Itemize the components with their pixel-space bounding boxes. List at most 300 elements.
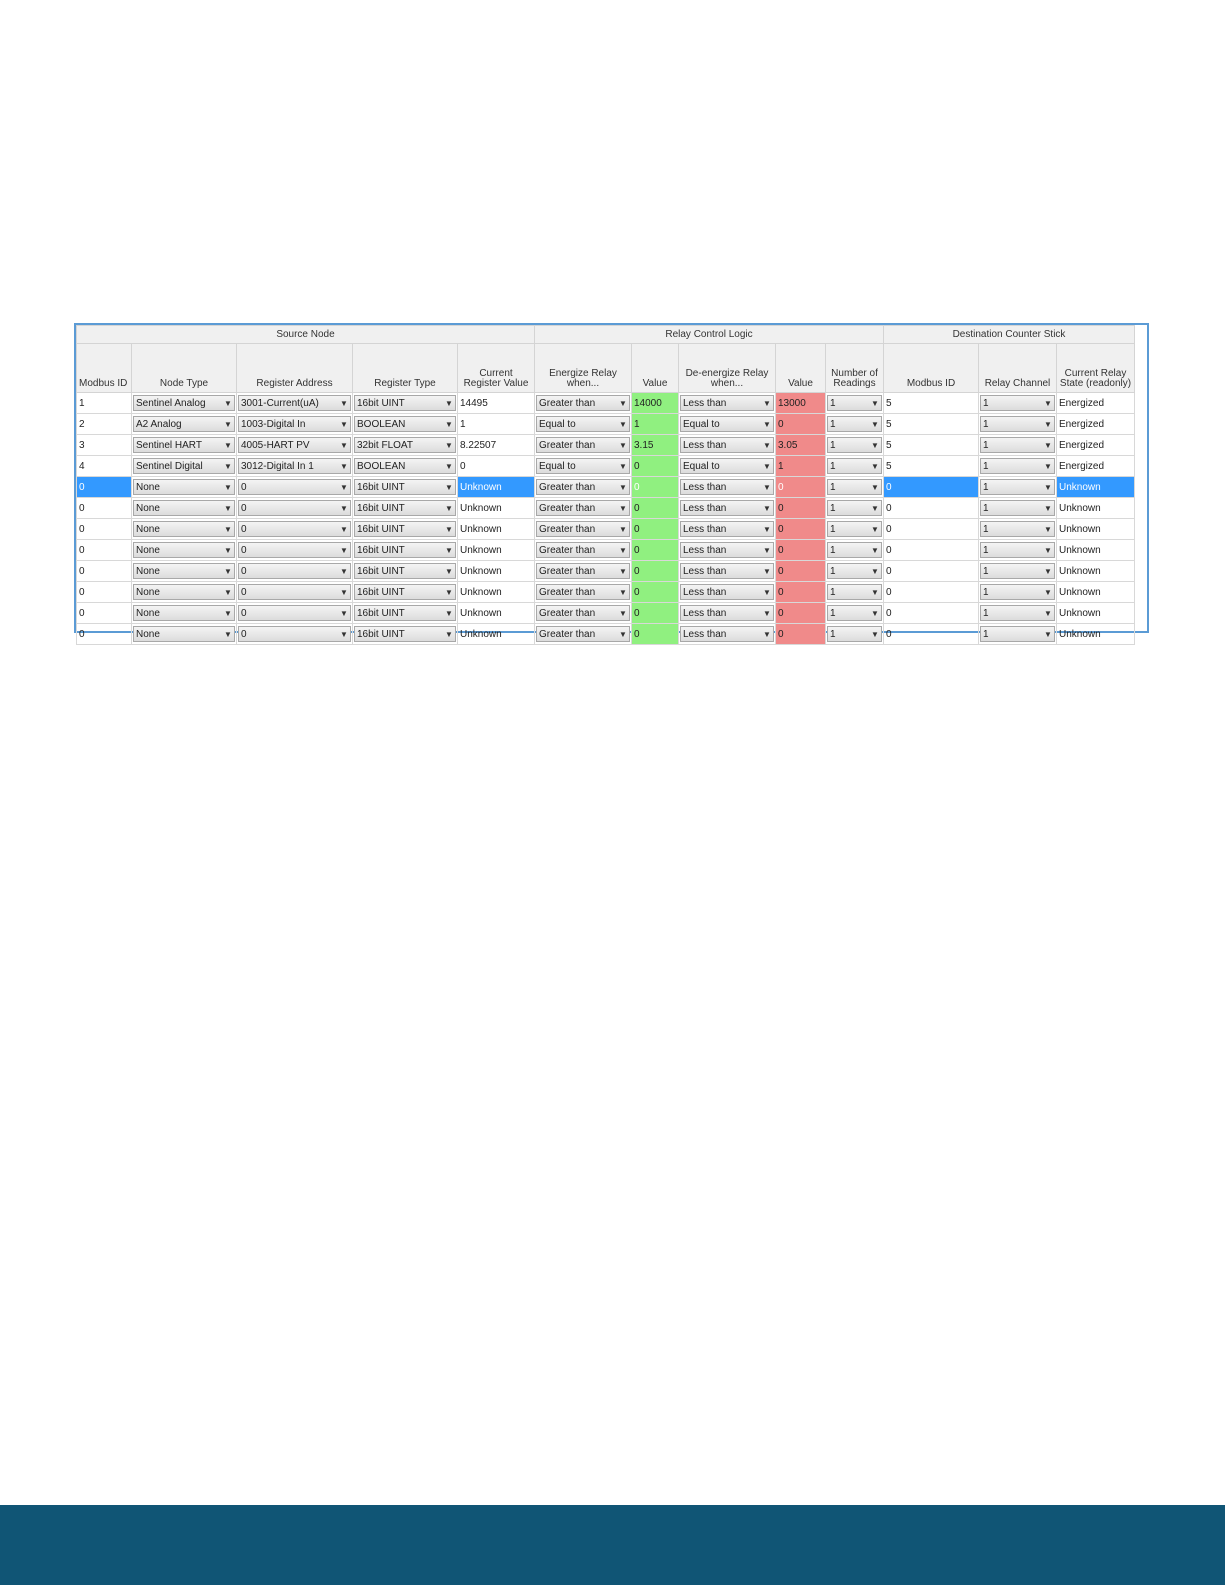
combo-node-type[interactable] xyxy=(133,626,235,642)
combo-relay-channel[interactable] xyxy=(980,500,1055,516)
combo-number-of-readings-cell[interactable] xyxy=(826,477,884,498)
combo-number-of-readings[interactable] xyxy=(827,521,882,537)
column-header-node-type[interactable]: Node Type xyxy=(132,344,237,393)
cell-modbus-id[interactable]: 0 xyxy=(77,477,132,498)
cell-dest-modbus-id[interactable]: 0 xyxy=(884,603,979,624)
cell-current-register-value[interactable]: Unknown xyxy=(458,477,535,498)
combo-relay-channel-cell[interactable] xyxy=(979,393,1057,414)
combo-node-type[interactable] xyxy=(133,563,235,579)
dropdown-arrow-icon[interactable]: ▼ xyxy=(224,503,232,513)
combo-deenergize-relay-when[interactable] xyxy=(680,500,774,516)
cell-modbus-id[interactable]: 0 xyxy=(77,561,132,582)
cell-modbus-id[interactable]: 0 xyxy=(77,540,132,561)
combo-deenergize-relay-when-cell[interactable] xyxy=(679,519,776,540)
dropdown-arrow-icon[interactable]: ▼ xyxy=(340,398,348,408)
combo-deenergize-relay-when-cell[interactable] xyxy=(679,540,776,561)
combo-number-of-readings[interactable] xyxy=(827,542,882,558)
combo-relay-channel[interactable] xyxy=(980,479,1055,495)
dropdown-arrow-icon[interactable]: ▼ xyxy=(445,503,453,513)
combo-register-address-cell[interactable] xyxy=(237,477,353,498)
combo-relay-channel[interactable] xyxy=(980,542,1055,558)
combo-deenergize-relay-when[interactable] xyxy=(680,521,774,537)
cell-modbus-id[interactable]: 0 xyxy=(77,582,132,603)
table-row[interactable] xyxy=(77,435,1135,456)
combo-number-of-readings[interactable] xyxy=(827,584,882,600)
dropdown-arrow-icon[interactable]: ▼ xyxy=(224,587,232,597)
combo-deenergize-relay-when-cell[interactable] xyxy=(679,477,776,498)
dropdown-arrow-icon[interactable]: ▼ xyxy=(763,524,771,534)
dropdown-arrow-icon[interactable]: ▼ xyxy=(763,482,771,492)
dropdown-arrow-icon[interactable]: ▼ xyxy=(871,587,879,597)
cell-deenergize-value[interactable]: 3.05 xyxy=(776,435,826,456)
combo-energize-relay-when[interactable] xyxy=(536,437,630,453)
cell-current-relay-state[interactable]: Energized xyxy=(1057,435,1135,456)
combo-deenergize-relay-when-cell[interactable] xyxy=(679,435,776,456)
dropdown-arrow-icon[interactable]: ▼ xyxy=(619,587,627,597)
cell-current-register-value[interactable]: 1 xyxy=(458,414,535,435)
combo-number-of-readings-cell[interactable] xyxy=(826,540,884,561)
combo-number-of-readings-cell[interactable] xyxy=(826,393,884,414)
dropdown-arrow-icon[interactable]: ▼ xyxy=(871,503,879,513)
table-row[interactable] xyxy=(77,582,1135,603)
cell-dest-modbus-id[interactable]: 0 xyxy=(884,519,979,540)
cell-energize-value[interactable]: 0 xyxy=(632,582,679,603)
cell-modbus-id[interactable]: 1 xyxy=(77,393,132,414)
cell-current-relay-state[interactable]: Energized xyxy=(1057,456,1135,477)
combo-number-of-readings[interactable] xyxy=(827,500,882,516)
dropdown-arrow-icon[interactable]: ▼ xyxy=(1044,482,1052,492)
combo-node-type[interactable] xyxy=(133,605,235,621)
combo-register-type-cell[interactable] xyxy=(353,519,458,540)
combo-register-type-cell[interactable] xyxy=(353,561,458,582)
cell-current-relay-state[interactable]: Unknown xyxy=(1057,498,1135,519)
combo-energize-relay-when-cell[interactable] xyxy=(535,435,632,456)
cell-energize-value[interactable]: 0 xyxy=(632,519,679,540)
combo-node-type-cell[interactable] xyxy=(132,414,237,435)
cell-modbus-id[interactable]: 2 xyxy=(77,414,132,435)
cell-current-relay-state[interactable]: Energized xyxy=(1057,414,1135,435)
cell-dest-modbus-id[interactable]: 0 xyxy=(884,477,979,498)
combo-number-of-readings[interactable] xyxy=(827,563,882,579)
column-header-deenergize-value[interactable]: Value xyxy=(776,344,826,393)
cell-deenergize-value[interactable]: 0 xyxy=(776,582,826,603)
cell-deenergize-value[interactable]: 0 xyxy=(776,498,826,519)
dropdown-arrow-icon[interactable]: ▼ xyxy=(871,440,879,450)
dropdown-arrow-icon[interactable]: ▼ xyxy=(340,461,348,471)
combo-register-type-cell[interactable] xyxy=(353,435,458,456)
combo-register-type-cell[interactable] xyxy=(353,456,458,477)
dropdown-arrow-icon[interactable]: ▼ xyxy=(763,587,771,597)
combo-relay-channel-cell[interactable] xyxy=(979,624,1057,645)
combo-register-type[interactable] xyxy=(354,626,456,642)
table-row[interactable] xyxy=(77,414,1135,435)
combo-relay-channel[interactable] xyxy=(980,626,1055,642)
dropdown-arrow-icon[interactable]: ▼ xyxy=(763,629,771,639)
combo-register-type[interactable] xyxy=(354,500,456,516)
combo-register-address-cell[interactable] xyxy=(237,624,353,645)
combo-number-of-readings[interactable] xyxy=(827,416,882,432)
cell-energize-value[interactable]: 0 xyxy=(632,603,679,624)
combo-register-type-cell[interactable] xyxy=(353,624,458,645)
combo-node-type-cell[interactable] xyxy=(132,582,237,603)
dropdown-arrow-icon[interactable]: ▼ xyxy=(445,587,453,597)
cell-current-register-value[interactable]: Unknown xyxy=(458,561,535,582)
combo-energize-relay-when-cell[interactable] xyxy=(535,519,632,540)
combo-relay-channel-cell[interactable] xyxy=(979,540,1057,561)
combo-register-address[interactable] xyxy=(238,479,351,495)
dropdown-arrow-icon[interactable]: ▼ xyxy=(445,524,453,534)
combo-deenergize-relay-when-cell[interactable] xyxy=(679,582,776,603)
column-header-register-type[interactable]: Register Type xyxy=(353,344,458,393)
combo-node-type[interactable] xyxy=(133,437,235,453)
cell-current-register-value[interactable]: Unknown xyxy=(458,603,535,624)
cell-current-register-value[interactable]: Unknown xyxy=(458,498,535,519)
dropdown-arrow-icon[interactable]: ▼ xyxy=(763,608,771,618)
cell-energize-value[interactable]: 0 xyxy=(632,540,679,561)
dropdown-arrow-icon[interactable]: ▼ xyxy=(445,482,453,492)
dropdown-arrow-icon[interactable]: ▼ xyxy=(224,524,232,534)
combo-node-type-cell[interactable] xyxy=(132,456,237,477)
cell-modbus-id[interactable]: 0 xyxy=(77,519,132,540)
dropdown-arrow-icon[interactable]: ▼ xyxy=(619,545,627,555)
combo-node-type[interactable] xyxy=(133,479,235,495)
combo-energize-relay-when-cell[interactable] xyxy=(535,624,632,645)
combo-node-type-cell[interactable] xyxy=(132,393,237,414)
combo-register-address[interactable] xyxy=(238,500,351,516)
dropdown-arrow-icon[interactable]: ▼ xyxy=(224,419,232,429)
combo-register-address[interactable] xyxy=(238,521,351,537)
dropdown-arrow-icon[interactable]: ▼ xyxy=(763,566,771,576)
dropdown-arrow-icon[interactable]: ▼ xyxy=(224,461,232,471)
dropdown-arrow-icon[interactable]: ▼ xyxy=(340,524,348,534)
combo-energize-relay-when[interactable] xyxy=(536,479,630,495)
combo-register-address[interactable] xyxy=(238,395,351,411)
cell-current-register-value[interactable]: Unknown xyxy=(458,519,535,540)
combo-number-of-readings-cell[interactable] xyxy=(826,456,884,477)
cell-dest-modbus-id[interactable]: 0 xyxy=(884,582,979,603)
dropdown-arrow-icon[interactable]: ▼ xyxy=(224,482,232,492)
combo-deenergize-relay-when[interactable] xyxy=(680,542,774,558)
combo-register-address[interactable] xyxy=(238,605,351,621)
combo-register-address[interactable] xyxy=(238,584,351,600)
cell-deenergize-value[interactable]: 1 xyxy=(776,456,826,477)
combo-deenergize-relay-when-cell[interactable] xyxy=(679,603,776,624)
table-row[interactable] xyxy=(77,456,1135,477)
column-header-current-relay-state[interactable]: Current Relay State (readonly) xyxy=(1057,344,1135,393)
cell-current-register-value[interactable]: 0 xyxy=(458,456,535,477)
combo-relay-channel-cell[interactable] xyxy=(979,561,1057,582)
combo-relay-channel[interactable] xyxy=(980,416,1055,432)
combo-register-type-cell[interactable] xyxy=(353,393,458,414)
cell-energize-value[interactable]: 0 xyxy=(632,498,679,519)
combo-relay-channel[interactable] xyxy=(980,584,1055,600)
combo-node-type[interactable] xyxy=(133,458,235,474)
combo-relay-channel-cell[interactable] xyxy=(979,603,1057,624)
combo-energize-relay-when[interactable] xyxy=(536,605,630,621)
cell-energize-value[interactable]: 3.15 xyxy=(632,435,679,456)
dropdown-arrow-icon[interactable]: ▼ xyxy=(619,482,627,492)
table-row[interactable] xyxy=(77,540,1135,561)
cell-deenergize-value[interactable]: 13000 xyxy=(776,393,826,414)
dropdown-arrow-icon[interactable]: ▼ xyxy=(871,398,879,408)
combo-number-of-readings-cell[interactable] xyxy=(826,561,884,582)
dropdown-arrow-icon[interactable]: ▼ xyxy=(224,608,232,618)
dropdown-arrow-icon[interactable]: ▼ xyxy=(445,566,453,576)
column-header-deenergize-relay-when[interactable]: De-energize Relay when... xyxy=(679,344,776,393)
column-header-register-address[interactable]: Register Address xyxy=(237,344,353,393)
combo-register-type[interactable] xyxy=(354,395,456,411)
combo-number-of-readings-cell[interactable] xyxy=(826,624,884,645)
dropdown-arrow-icon[interactable]: ▼ xyxy=(224,629,232,639)
dropdown-arrow-icon[interactable]: ▼ xyxy=(340,629,348,639)
combo-number-of-readings-cell[interactable] xyxy=(826,582,884,603)
dropdown-arrow-icon[interactable]: ▼ xyxy=(1044,398,1052,408)
combo-deenergize-relay-when[interactable] xyxy=(680,458,774,474)
combo-energize-relay-when-cell[interactable] xyxy=(535,498,632,519)
combo-number-of-readings[interactable] xyxy=(827,395,882,411)
combo-deenergize-relay-when-cell[interactable] xyxy=(679,498,776,519)
combo-register-address[interactable] xyxy=(238,542,351,558)
combo-node-type[interactable] xyxy=(133,395,235,411)
column-header-current-register-value[interactable]: Current Register Value xyxy=(458,344,535,393)
combo-deenergize-relay-when-cell[interactable] xyxy=(679,624,776,645)
dropdown-arrow-icon[interactable]: ▼ xyxy=(871,482,879,492)
cell-current-relay-state[interactable]: Unknown xyxy=(1057,603,1135,624)
cell-dest-modbus-id[interactable]: 0 xyxy=(884,624,979,645)
combo-node-type[interactable] xyxy=(133,416,235,432)
combo-number-of-readings-cell[interactable] xyxy=(826,414,884,435)
column-header-dest-modbus-id[interactable]: Modbus ID xyxy=(884,344,979,393)
combo-energize-relay-when-cell[interactable] xyxy=(535,414,632,435)
combo-register-type[interactable] xyxy=(354,563,456,579)
combo-deenergize-relay-when[interactable] xyxy=(680,626,774,642)
dropdown-arrow-icon[interactable]: ▼ xyxy=(763,545,771,555)
dropdown-arrow-icon[interactable]: ▼ xyxy=(445,398,453,408)
combo-number-of-readings[interactable] xyxy=(827,479,882,495)
cell-current-register-value[interactable]: 8.22507 xyxy=(458,435,535,456)
dropdown-arrow-icon[interactable]: ▼ xyxy=(871,608,879,618)
combo-deenergize-relay-when-cell[interactable] xyxy=(679,561,776,582)
combo-register-address[interactable] xyxy=(238,626,351,642)
combo-node-type-cell[interactable] xyxy=(132,477,237,498)
combo-register-address-cell[interactable] xyxy=(237,540,353,561)
combo-node-type-cell[interactable] xyxy=(132,519,237,540)
table-row[interactable] xyxy=(77,561,1135,582)
combo-register-type-cell[interactable] xyxy=(353,540,458,561)
combo-number-of-readings[interactable] xyxy=(827,605,882,621)
combo-register-address-cell[interactable] xyxy=(237,519,353,540)
dropdown-arrow-icon[interactable]: ▼ xyxy=(1044,440,1052,450)
combo-energize-relay-when[interactable] xyxy=(536,521,630,537)
dropdown-arrow-icon[interactable]: ▼ xyxy=(763,398,771,408)
combo-node-type-cell[interactable] xyxy=(132,435,237,456)
column-header-relay-channel[interactable]: Relay Channel xyxy=(979,344,1057,393)
dropdown-arrow-icon[interactable]: ▼ xyxy=(445,545,453,555)
combo-register-type[interactable] xyxy=(354,542,456,558)
combo-energize-relay-when[interactable] xyxy=(536,563,630,579)
dropdown-arrow-icon[interactable]: ▼ xyxy=(871,419,879,429)
cell-modbus-id[interactable]: 3 xyxy=(77,435,132,456)
column-header-modbus-id[interactable]: Modbus ID xyxy=(77,344,132,393)
dropdown-arrow-icon[interactable]: ▼ xyxy=(340,419,348,429)
combo-register-type[interactable] xyxy=(354,437,456,453)
combo-energize-relay-when-cell[interactable] xyxy=(535,603,632,624)
combo-register-type[interactable] xyxy=(354,521,456,537)
combo-register-type[interactable] xyxy=(354,479,456,495)
combo-register-address[interactable] xyxy=(238,437,351,453)
combo-relay-channel-cell[interactable] xyxy=(979,498,1057,519)
cell-current-register-value[interactable]: 14495 xyxy=(458,393,535,414)
dropdown-arrow-icon[interactable]: ▼ xyxy=(1044,524,1052,534)
combo-energize-relay-when[interactable] xyxy=(536,542,630,558)
dropdown-arrow-icon[interactable]: ▼ xyxy=(871,545,879,555)
dropdown-arrow-icon[interactable]: ▼ xyxy=(619,461,627,471)
column-header-energize-relay-when[interactable]: Energize Relay when... xyxy=(535,344,632,393)
cell-current-relay-state[interactable]: Unknown xyxy=(1057,561,1135,582)
dropdown-arrow-icon[interactable]: ▼ xyxy=(1044,608,1052,618)
dropdown-arrow-icon[interactable]: ▼ xyxy=(445,629,453,639)
dropdown-arrow-icon[interactable]: ▼ xyxy=(340,566,348,576)
combo-relay-channel[interactable] xyxy=(980,521,1055,537)
combo-deenergize-relay-when[interactable] xyxy=(680,584,774,600)
combo-deenergize-relay-when[interactable] xyxy=(680,479,774,495)
dropdown-arrow-icon[interactable]: ▼ xyxy=(619,419,627,429)
dropdown-arrow-icon[interactable]: ▼ xyxy=(1044,503,1052,513)
combo-register-type-cell[interactable] xyxy=(353,603,458,624)
table-row[interactable] xyxy=(77,498,1135,519)
dropdown-arrow-icon[interactable]: ▼ xyxy=(340,482,348,492)
dropdown-arrow-icon[interactable]: ▼ xyxy=(871,566,879,576)
combo-energize-relay-when-cell[interactable] xyxy=(535,561,632,582)
combo-energize-relay-when[interactable] xyxy=(536,500,630,516)
combo-node-type-cell[interactable] xyxy=(132,540,237,561)
combo-deenergize-relay-when[interactable] xyxy=(680,437,774,453)
dropdown-arrow-icon[interactable]: ▼ xyxy=(619,503,627,513)
dropdown-arrow-icon[interactable]: ▼ xyxy=(224,566,232,576)
combo-deenergize-relay-when[interactable] xyxy=(680,395,774,411)
cell-energize-value[interactable]: 1 xyxy=(632,414,679,435)
combo-register-type-cell[interactable] xyxy=(353,498,458,519)
dropdown-arrow-icon[interactable]: ▼ xyxy=(871,524,879,534)
combo-number-of-readings-cell[interactable] xyxy=(826,519,884,540)
table-row[interactable] xyxy=(77,477,1135,498)
combo-node-type-cell[interactable] xyxy=(132,624,237,645)
combo-energize-relay-when[interactable] xyxy=(536,395,630,411)
cell-dest-modbus-id[interactable]: 0 xyxy=(884,498,979,519)
dropdown-arrow-icon[interactable]: ▼ xyxy=(445,608,453,618)
combo-relay-channel[interactable] xyxy=(980,437,1055,453)
dropdown-arrow-icon[interactable]: ▼ xyxy=(1044,461,1052,471)
dropdown-arrow-icon[interactable]: ▼ xyxy=(619,524,627,534)
combo-number-of-readings[interactable] xyxy=(827,437,882,453)
cell-deenergize-value[interactable]: 0 xyxy=(776,519,826,540)
cell-deenergize-value[interactable]: 0 xyxy=(776,561,826,582)
combo-node-type-cell[interactable] xyxy=(132,498,237,519)
combo-register-type[interactable] xyxy=(354,416,456,432)
dropdown-arrow-icon[interactable]: ▼ xyxy=(340,440,348,450)
combo-energize-relay-when-cell[interactable] xyxy=(535,477,632,498)
cell-energize-value[interactable]: 0 xyxy=(632,561,679,582)
combo-register-type-cell[interactable] xyxy=(353,477,458,498)
combo-register-address-cell[interactable] xyxy=(237,561,353,582)
dropdown-arrow-icon[interactable]: ▼ xyxy=(445,461,453,471)
dropdown-arrow-icon[interactable]: ▼ xyxy=(619,566,627,576)
combo-energize-relay-when[interactable] xyxy=(536,416,630,432)
combo-relay-channel[interactable] xyxy=(980,605,1055,621)
combo-register-address[interactable] xyxy=(238,563,351,579)
combo-energize-relay-when-cell[interactable] xyxy=(535,540,632,561)
combo-relay-channel-cell[interactable] xyxy=(979,477,1057,498)
combo-register-address-cell[interactable] xyxy=(237,435,353,456)
cell-dest-modbus-id[interactable]: 5 xyxy=(884,393,979,414)
dropdown-arrow-icon[interactable]: ▼ xyxy=(619,398,627,408)
combo-relay-channel[interactable] xyxy=(980,563,1055,579)
cell-current-relay-state[interactable]: Unknown xyxy=(1057,540,1135,561)
dropdown-arrow-icon[interactable]: ▼ xyxy=(224,440,232,450)
dropdown-arrow-icon[interactable]: ▼ xyxy=(1044,419,1052,429)
combo-register-address-cell[interactable] xyxy=(237,582,353,603)
dropdown-arrow-icon[interactable]: ▼ xyxy=(224,545,232,555)
cell-deenergize-value[interactable]: 0 xyxy=(776,603,826,624)
combo-register-address-cell[interactable] xyxy=(237,393,353,414)
combo-relay-channel[interactable] xyxy=(980,458,1055,474)
combo-number-of-readings[interactable] xyxy=(827,626,882,642)
cell-deenergize-value[interactable]: 0 xyxy=(776,624,826,645)
cell-dest-modbus-id[interactable]: 5 xyxy=(884,414,979,435)
combo-node-type-cell[interactable] xyxy=(132,603,237,624)
combo-number-of-readings-cell[interactable] xyxy=(826,603,884,624)
cell-current-register-value[interactable]: Unknown xyxy=(458,582,535,603)
cell-current-register-value[interactable]: Unknown xyxy=(458,624,535,645)
table-row[interactable] xyxy=(77,519,1135,540)
cell-energize-value[interactable]: 14000 xyxy=(632,393,679,414)
dropdown-arrow-icon[interactable]: ▼ xyxy=(1044,629,1052,639)
combo-register-address-cell[interactable] xyxy=(237,456,353,477)
dropdown-arrow-icon[interactable]: ▼ xyxy=(871,461,879,471)
cell-dest-modbus-id[interactable]: 0 xyxy=(884,561,979,582)
dropdown-arrow-icon[interactable]: ▼ xyxy=(340,503,348,513)
combo-relay-channel-cell[interactable] xyxy=(979,414,1057,435)
cell-current-register-value[interactable]: Unknown xyxy=(458,540,535,561)
dropdown-arrow-icon[interactable]: ▼ xyxy=(1044,587,1052,597)
cell-dest-modbus-id[interactable]: 5 xyxy=(884,435,979,456)
combo-register-type-cell[interactable] xyxy=(353,414,458,435)
combo-node-type[interactable] xyxy=(133,542,235,558)
cell-energize-value[interactable]: 0 xyxy=(632,456,679,477)
dropdown-arrow-icon[interactable]: ▼ xyxy=(340,545,348,555)
combo-deenergize-relay-when[interactable] xyxy=(680,605,774,621)
combo-number-of-readings-cell[interactable] xyxy=(826,498,884,519)
combo-deenergize-relay-when[interactable] xyxy=(680,416,774,432)
combo-deenergize-relay-when-cell[interactable] xyxy=(679,414,776,435)
cell-modbus-id[interactable]: 4 xyxy=(77,456,132,477)
column-header-energize-value[interactable]: Value xyxy=(632,344,679,393)
cell-modbus-id[interactable]: 0 xyxy=(77,624,132,645)
combo-relay-channel-cell[interactable] xyxy=(979,456,1057,477)
cell-energize-value[interactable]: 0 xyxy=(632,477,679,498)
combo-energize-relay-when[interactable] xyxy=(536,626,630,642)
table-row[interactable] xyxy=(77,393,1135,414)
combo-node-type[interactable] xyxy=(133,500,235,516)
combo-register-address[interactable] xyxy=(238,416,351,432)
dropdown-arrow-icon[interactable]: ▼ xyxy=(871,629,879,639)
dropdown-arrow-icon[interactable]: ▼ xyxy=(1044,566,1052,576)
cell-current-relay-state[interactable]: Unknown xyxy=(1057,582,1135,603)
combo-energize-relay-when[interactable] xyxy=(536,458,630,474)
cell-dest-modbus-id[interactable]: 5 xyxy=(884,456,979,477)
combo-register-type[interactable] xyxy=(354,605,456,621)
cell-current-relay-state[interactable]: Unknown xyxy=(1057,624,1135,645)
